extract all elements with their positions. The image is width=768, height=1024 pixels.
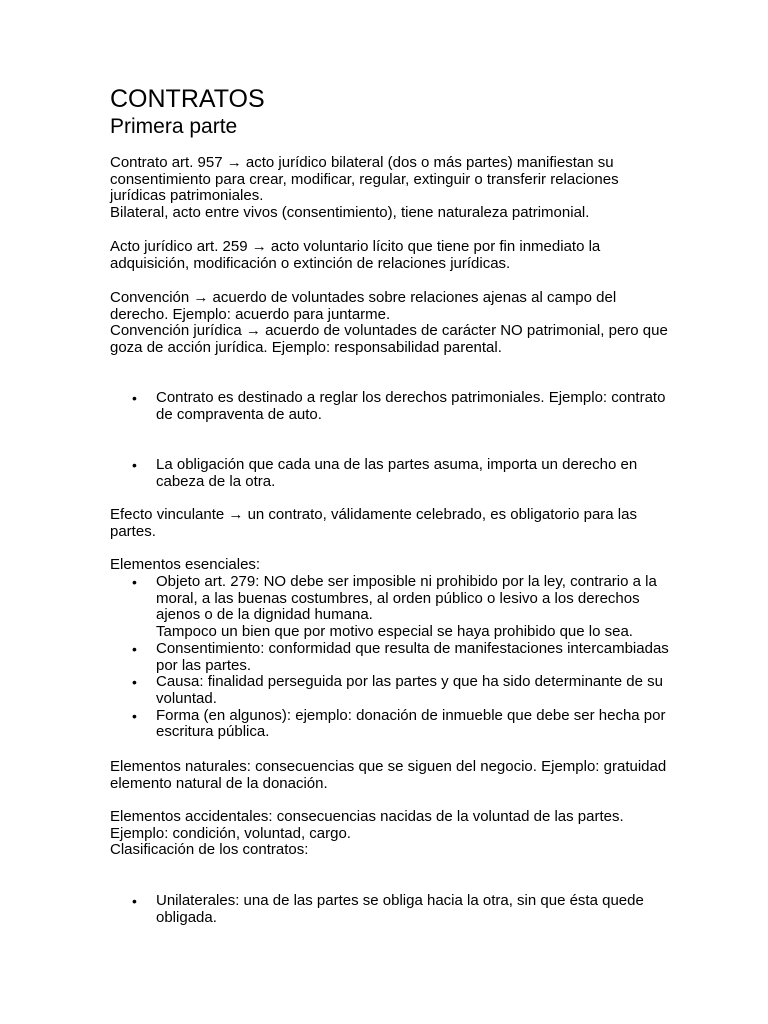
contrato-bilateral: Bilateral, acto entre vivos (consentimiento), tiene naturaleza patrimonial.: [110, 204, 590, 222]
acto-juridico-section: [110, 239, 670, 272]
convencion-juridica-definition: Convención jurídica → acuerdo de voluntades de carácter NO patrimonial, pero que goza de acción jurídica. Ejemplo: responsabilidad parental.: [110, 322, 668, 357]
list-item-consentimiento: • Consentimiento: conformidad que resulta de manifestaciones intercambiadas por las partes.: [110, 641, 670, 674]
elementos-accidentales-definition: Elementos accidentales: consecuencias nacidas de la voluntad de las partes.: [110, 808, 624, 825]
clasificacion-heading: Clasificación de los contratos:: [110, 841, 309, 859]
elementos-naturales-section: [110, 759, 670, 792]
list-item: • Unilaterales: una de las partes se obliga hacia la otra, sin que ésta quede obligada.: [110, 893, 670, 926]
clasificacion-list: [110, 893, 670, 926]
objeto-extra-text: Tampoco un bien que por motivo especial se haya prohibido que lo sea.: [156, 623, 633, 641]
efecto-vinculante-definition: Efecto vinculante → un contrato, válidamente celebrado, es obligatorio para las partes.: [110, 506, 637, 540]
contrato-section: [110, 155, 670, 222]
list-item: • La obligación que cada una de las partes asuma, importa un derecho en cabeza de la otra.: [110, 457, 670, 490]
document-title: CONTRATOS: [110, 85, 265, 113]
convencion-definition: Convención → acuerdo de voluntades sobre relaciones ajenas al campo del derecho. Ejemplo: acuerdo para juntarme.: [110, 289, 617, 323]
list-item-objeto: [110, 574, 670, 641]
convencion-section: [110, 290, 670, 357]
elementos-naturales-definition: Elementos naturales: consecuencias que se siguen del negocio. Ejemplo: gratuidad elemento natural de la donación.: [110, 758, 667, 792]
elementos-accidentales-example: Ejemplo: condición, voluntad, cargo.: [110, 824, 351, 842]
elementos-esenciales-heading-block: [110, 557, 670, 574]
list-item-forma: • Forma (en algunos): ejemplo: donación de inmueble que debe ser hecha por escritura pública.: [110, 708, 670, 741]
bullet-list: [110, 390, 670, 423]
elementos-esenciales-heading: Elementos esenciales:: [110, 556, 261, 573]
bullet-list: [110, 457, 670, 490]
list-item: • Contrato es destinado a reglar los derechos patrimoniales. Ejemplo: contrato de compraventa de auto.: [110, 390, 670, 423]
objeto-text: Objeto art. 279: NO debe ser imposible ni prohibido por la ley, contrario a la moral, a las buenas costumbres, al orden público o lesivo a los derechos ajenos o de la dignidad humana.: [156, 573, 657, 624]
document-subtitle: Primera parte: [110, 115, 238, 138]
acto-juridico-definition: Acto jurídico art. 259 → acto voluntario lícito que tiene por fin inmediato la adquisición, modificación o extinción de relaciones jurídicas.: [110, 238, 601, 272]
elementos-esenciales-list: [110, 574, 670, 741]
list-item-causa: • Causa: finalidad perseguida por las partes y que ha sido determinante de su voluntad.: [110, 674, 670, 707]
contrato-definition: Contrato art. 957 → acto jurídico bilateral (dos o más partes) manifiestan su consentimiento para crear, modificar, regular, extinguir o transferir relaciones jurídicas patrimoniales.: [110, 154, 619, 205]
efecto-vinculante-section: [110, 507, 670, 540]
elementos-accidentales-section: [110, 809, 670, 859]
